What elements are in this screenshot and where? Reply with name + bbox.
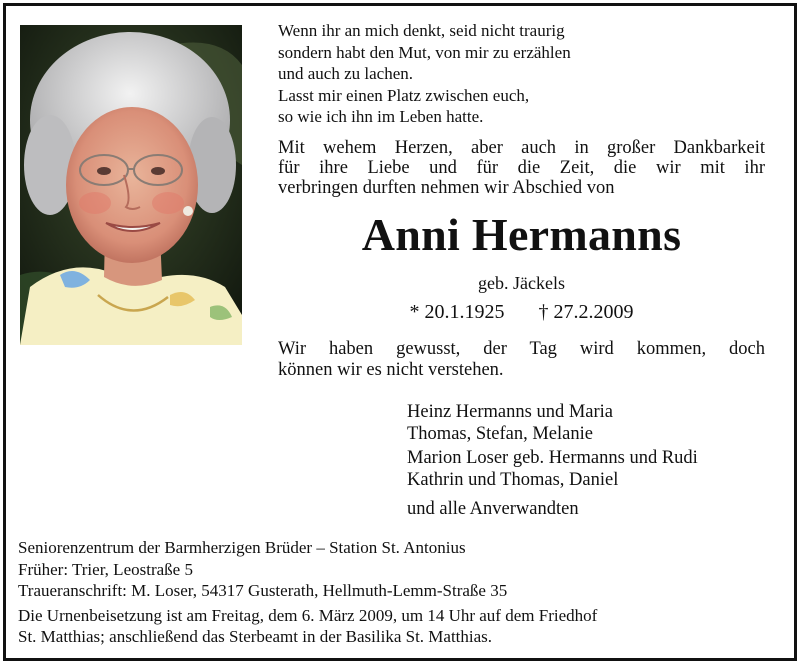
mourner-line: Marion Loser geb. Hermanns und Rudi [407,448,698,468]
poem-line: sondern habt den Mut, von mir zu erzählen [278,42,571,62]
birth-date: * 20.1.1925 [409,301,505,323]
mourning-address-line: Traueranschrift: M. Loser, 54317 Gusterath, Hellmuth-Lemm-Straße 35 [18,581,508,600]
quote-text [278,339,765,381]
quote-line: Wir haben gewusst, der Tag wird kommen, doch [278,339,765,359]
mourners-list [407,402,777,521]
intro-text [278,138,765,198]
former-address-line: Früher: Trier, Leostraße 5 [18,559,193,579]
poem-line: Lasst mir einen Platz zwischen euch, [278,85,530,105]
death-date: † 27.2.2009 [538,301,634,323]
life-dates [278,300,765,324]
intro-line: Mit wehem Herzen, aber auch in großer Dankbarkeit [278,138,765,158]
poem-line: Wenn ihr an mich denkt, seid nicht traurig [278,21,565,40]
poem-line: und auch zu lachen. [278,64,413,83]
poem-line: so wie ich ihn im Leben hatte. [278,107,484,126]
maiden-name: geb. Jäckels [478,273,565,293]
funeral-info-line: Die Urnenbeisetzung ist am Freitag, dem 6. März 2009, um 14 Uhr auf dem Friedhof [18,605,598,625]
deceased-name: Anni Hermanns [361,209,682,260]
care-home-line: Seniorenzentrum der Barmherzigen Brüder – Station St. Antonius [18,538,466,557]
intro-line: für ihre Liebe und für die Zeit, die wir mit ihr [278,158,765,178]
intro-line: verbringen durften nehmen wir Abschied von [278,178,615,198]
mourner-line: Heinz Hermanns und Maria [407,402,614,422]
address-and-funeral-info [18,537,778,648]
mourner-line: Thomas, Stefan, Melanie [407,423,593,444]
poem [278,20,748,128]
portrait-photo [20,25,242,345]
mourner-line: Kathrin und Thomas, Daniel [407,469,619,490]
quote-line: können wir es nicht verstehen. [278,360,504,380]
mourner-line: und alle Anverwandten [407,499,579,519]
funeral-info-line: St. Matthias; anschließend das Sterbeamt in der Basilika St. Matthias. [18,627,493,646]
